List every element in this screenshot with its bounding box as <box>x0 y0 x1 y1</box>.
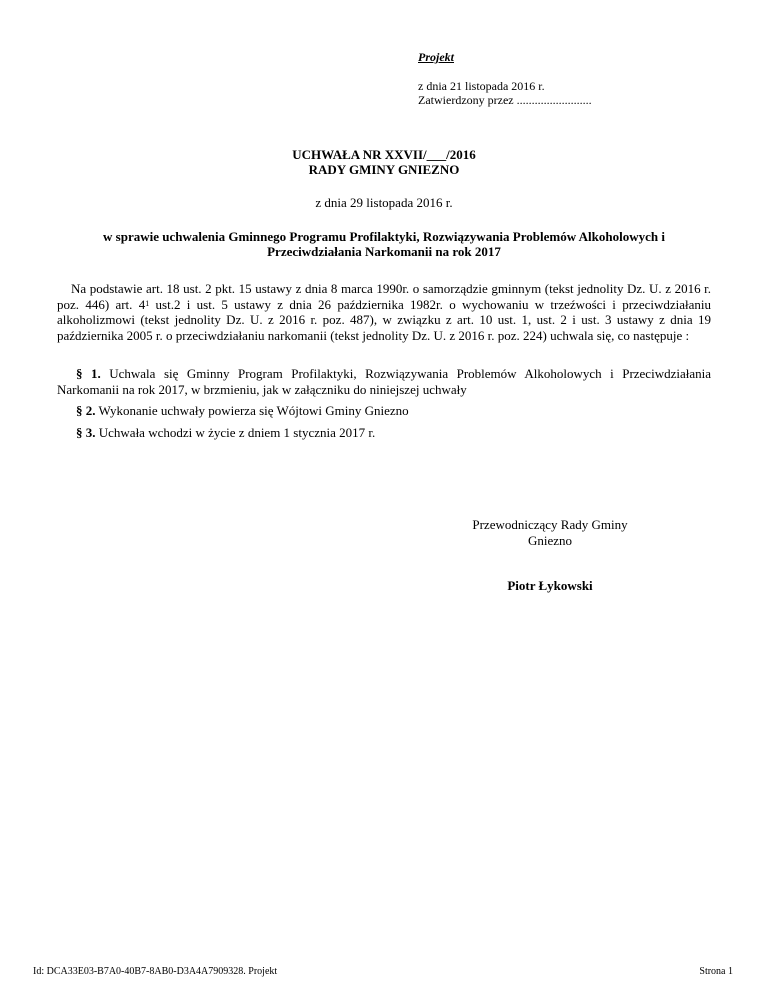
paragraph-3-sign: § 3. <box>76 425 96 440</box>
paragraph-2-sign: § 2. <box>76 403 96 418</box>
resolution-title <box>0 147 768 177</box>
document-header <box>418 50 592 107</box>
title-line-2: RADY GMINY GNIEZNO <box>308 162 460 177</box>
footer-document-id: Id: DCA33E03-B7A0-40B7-8AB0-D3A4A7909328. Projekt <box>33 966 278 977</box>
preamble <box>57 281 711 343</box>
signature-role-line-2: Gniezno <box>527 533 573 548</box>
paragraph-2 <box>57 403 711 419</box>
signature-name: Piotr Łykowski <box>507 578 593 593</box>
subject-line-1: w sprawie uchwalenia Gminnego Programu Profilaktyki, Rozwiązywania Problemów Alkoholowych i <box>103 229 665 244</box>
resolution-date: z dnia 29 listopada 2016 r. <box>315 195 453 210</box>
projekt-label: Projekt <box>418 50 454 64</box>
footer-page-number: Strona 1 <box>699 966 733 977</box>
signature-role-line-1: Przewodniczący Rady Gminy <box>472 517 628 532</box>
paragraph-2-text: Wykonanie uchwały powierza się Wójtowi Gminy Gniezno <box>95 403 409 418</box>
preamble-part-1: Na podstawie art. 18 ust. 2 pkt. 15 ustawy z dnia 8 marca 1990r. o samorządzie gminnym (tekst jednolity Dz. U. z 2016 r. poz. 446) art. 4 <box>57 281 711 312</box>
header-date: z dnia 21 listopada 2016 r. <box>418 79 545 93</box>
preamble-part-2: ust.2 i ust. 5 ustawy z dnia 26 października 1982r. o wychowaniu w trzeźwości i przeciwdziałaniu alkoholizmowi (tekst jednolity Dz. U. z 2016 r. poz. 487), w związku z art. 10 ust. 1, ust. 2 i ust. 3 ustawy z dnia 19 października 2005 r. o przeciwdziałaniu narkomanii (tekst jednolity Dz. U. z 2016 r. poz. 224) uchwala się, co następuje : <box>57 296 712 343</box>
title-line-1: UCHWAŁA NR XXVII/___/2016 <box>292 147 476 162</box>
header-approved: Zatwierdzony przez ......................... <box>418 93 592 107</box>
paragraph-1-sign: § 1. <box>76 366 101 381</box>
paragraph-3-text: Uchwała wchodzi w życie z dniem 1 stycznia 2017 r. <box>95 425 376 440</box>
preamble-superscript: 1 <box>145 298 150 308</box>
paragraph-3 <box>57 425 711 441</box>
signature-role <box>440 517 660 549</box>
subject-line-2: Przeciwdziałania Narkomanii na rok 2017 <box>267 244 501 259</box>
paragraph-1-text: Uchwala się Gminny Program Profilaktyki, Rozwiązywania Problemów Alkoholowych i Przeciwdziałania Narkomanii na rok 2017, w brzmieniu, jak w załączniku do niniejszej uchwały <box>57 366 711 397</box>
paragraph-1 <box>57 366 711 397</box>
resolution-subject <box>60 229 708 259</box>
